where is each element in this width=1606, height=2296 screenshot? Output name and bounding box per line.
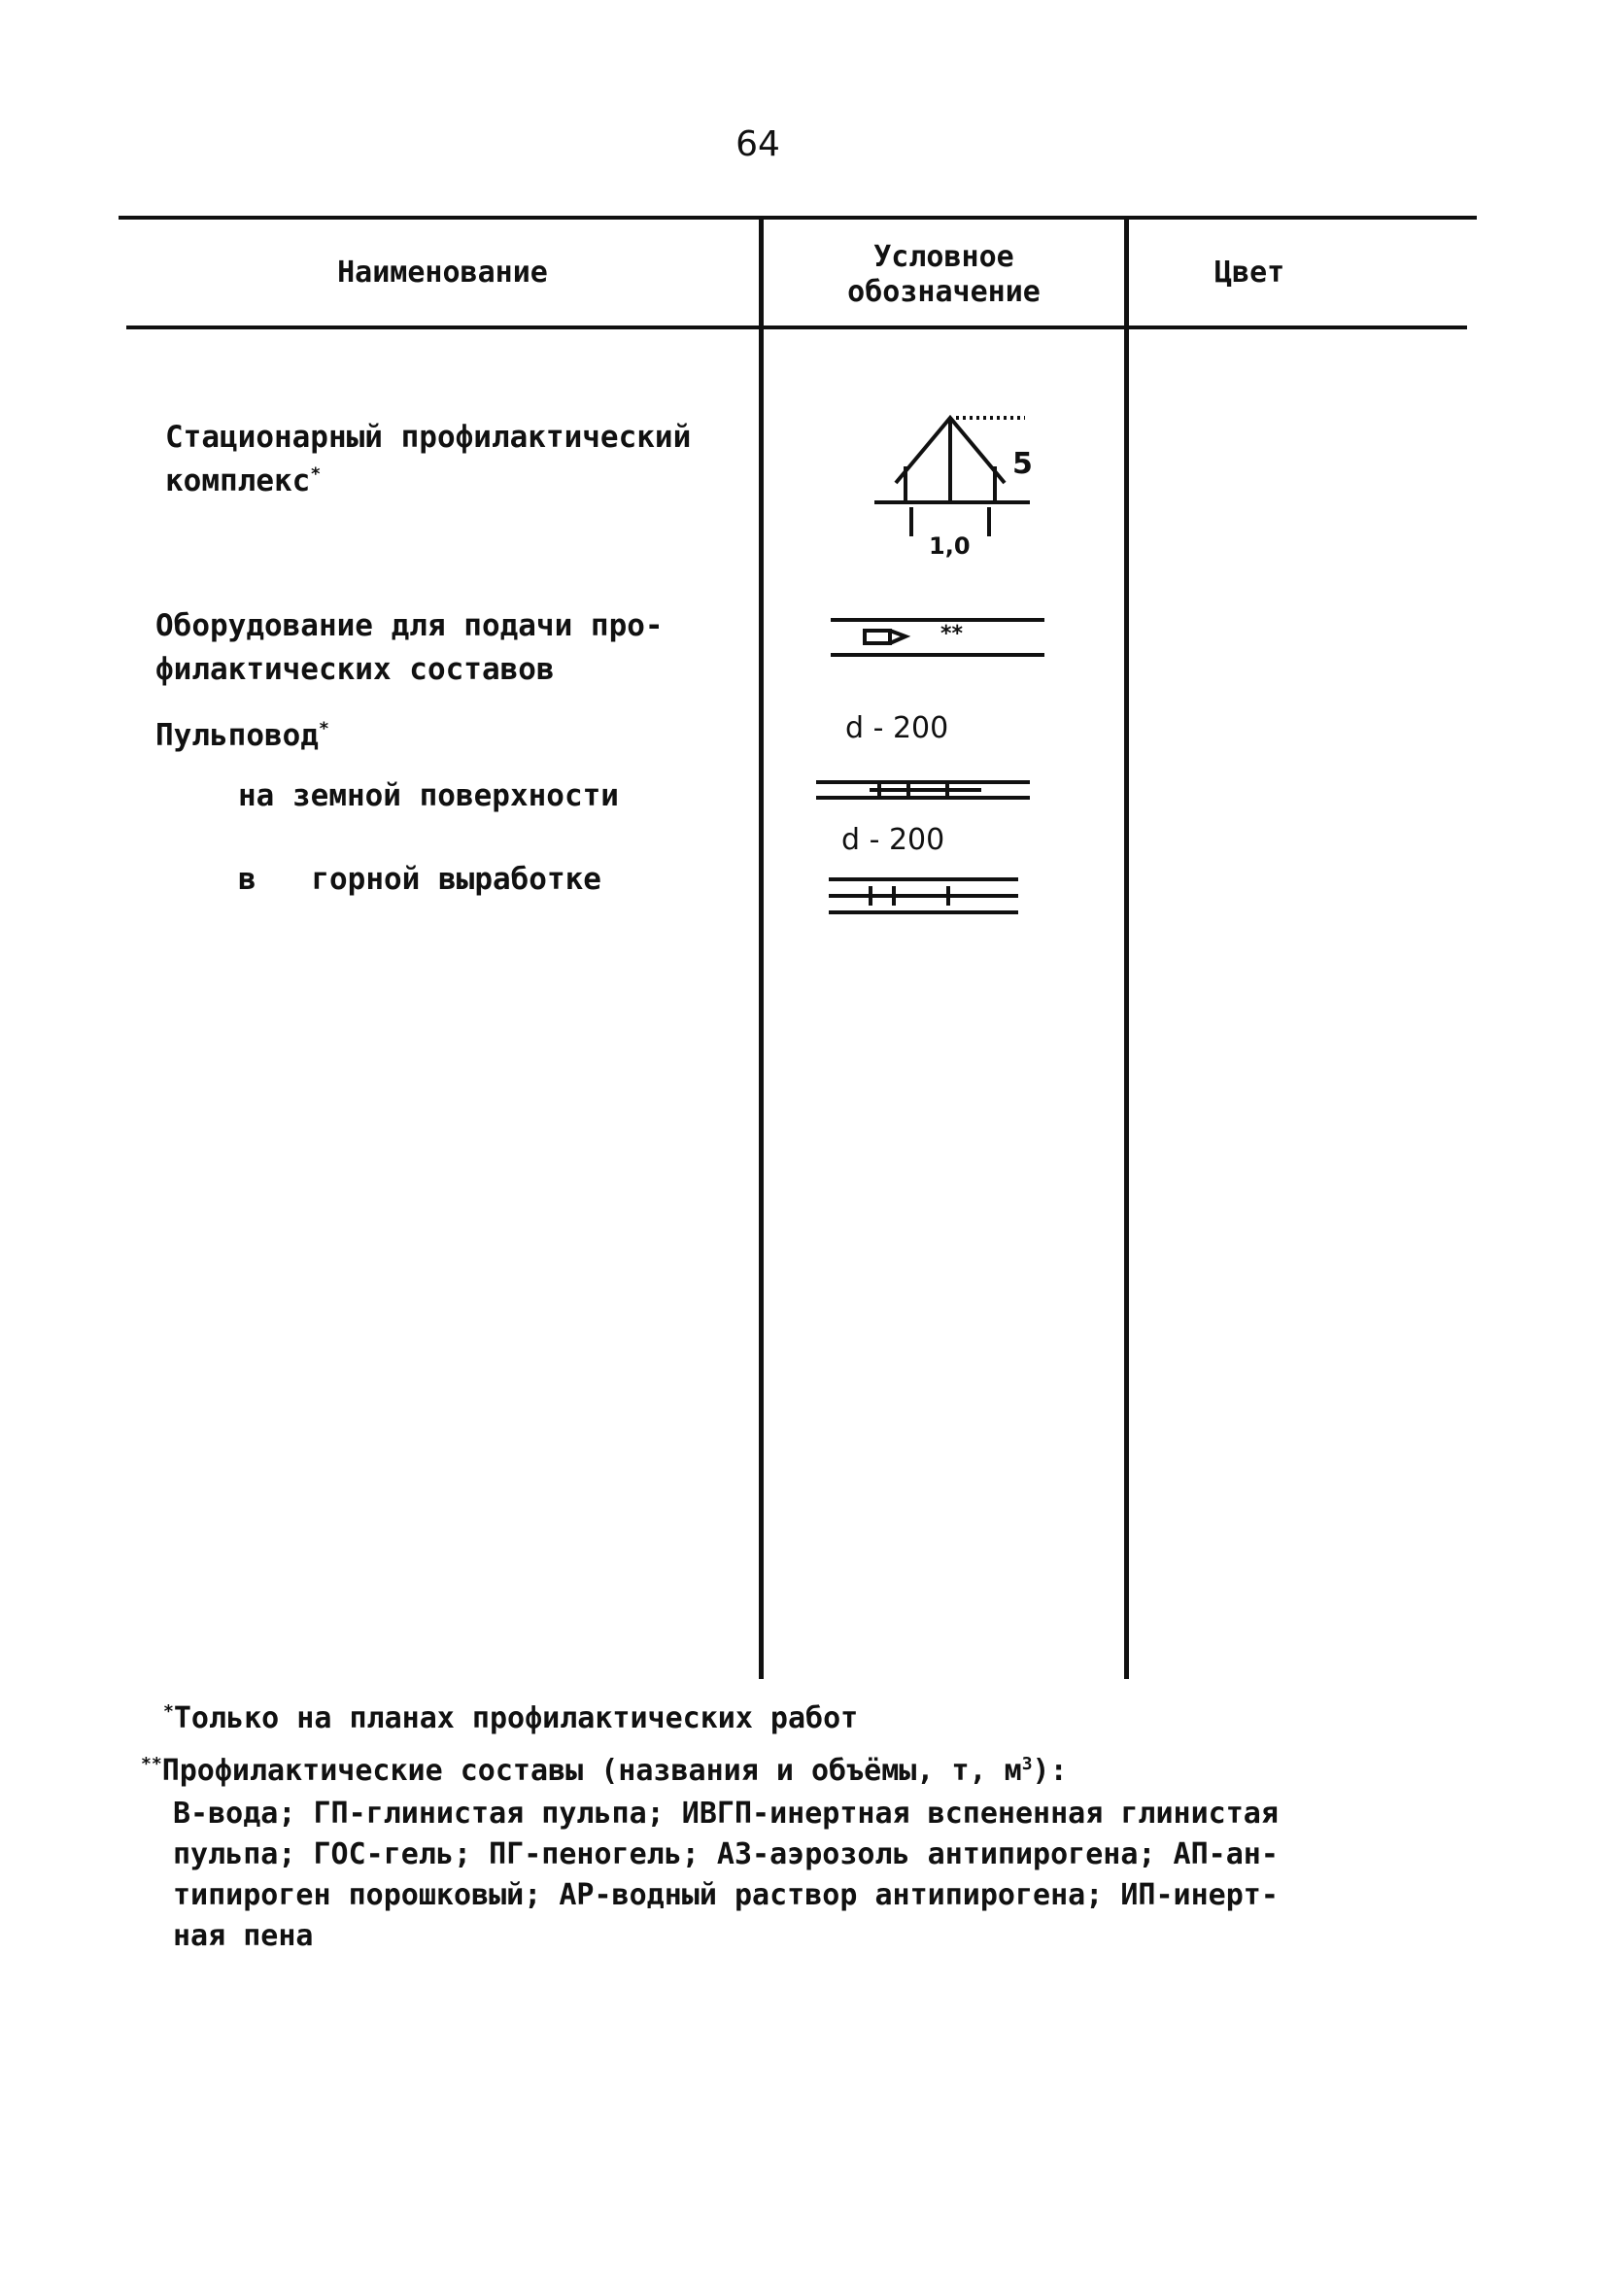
footnote-2-body bbox=[173, 1794, 1279, 1957]
row-complex-line2: комплекс bbox=[165, 463, 311, 498]
footnote-2-line: типироген порошковый; АР-водный раствор антипирогена; ИП-инерт- bbox=[173, 1878, 1279, 1912]
row-complex-footnote-mark: * bbox=[310, 463, 322, 485]
footnote-2-line: ная пена bbox=[173, 1919, 314, 1953]
table-header-rule bbox=[126, 326, 1467, 329]
footnote-1-mark: * bbox=[163, 1701, 174, 1722]
footnote-2-head-end: ): bbox=[1032, 1754, 1068, 1788]
page-number: 64 bbox=[735, 124, 780, 164]
footnote-2-head bbox=[141, 1751, 1068, 1792]
row-pipeline-title-wrap bbox=[155, 714, 329, 758]
mine-pipeline-symbol bbox=[824, 872, 1028, 920]
complex-dim-width: 1,0 bbox=[929, 532, 971, 560]
footnote-2-line: В-вода; ГП-глинистая пульпа; ИВГП-инертная вспененная глинистая bbox=[173, 1797, 1279, 1831]
surface-pipe-diameter: d - 200 bbox=[845, 711, 949, 745]
header-symbol-line1: Условное bbox=[873, 240, 1014, 274]
surface-pipeline-symbol bbox=[811, 771, 1035, 809]
table-top-rule bbox=[119, 216, 1477, 220]
footnote-2-head-text: Профилактические составы (названия и объёмы, т, м bbox=[161, 1754, 1022, 1788]
footnote-1-text: Только на планах профилактических работ bbox=[173, 1701, 859, 1735]
footnote-2-mark: ** bbox=[141, 1754, 162, 1774]
complex-dim-height: 5 bbox=[1012, 447, 1033, 481]
mine-pipe-diameter: d - 200 bbox=[841, 823, 945, 857]
column-divider-1 bbox=[759, 220, 764, 1679]
equipment-symbol-label: ** bbox=[940, 622, 964, 646]
footnote-2-line: пульпа; ГОС-гель; ПГ-пеногель; АЗ-аэрозоль антипирогена; АП-ан- bbox=[173, 1837, 1279, 1871]
footnote-2-head-sup: 3 bbox=[1021, 1754, 1033, 1774]
header-color: Цвет bbox=[1214, 256, 1285, 290]
header-symbol-line2: обозначение bbox=[847, 275, 1041, 309]
feed-equipment-symbol bbox=[826, 612, 1049, 661]
row-pipeline-title: Пульповод bbox=[155, 718, 319, 753]
header-name: Наименование bbox=[337, 256, 548, 290]
row-pipeline-footnote-mark: * bbox=[318, 718, 329, 739]
row-complex-line2-wrap bbox=[165, 460, 691, 503]
row-equipment-name bbox=[155, 604, 664, 692]
row-complex-line1: Стационарный профилактический bbox=[165, 420, 692, 455]
row-pipeline-surface: на земной поверхности bbox=[238, 778, 619, 813]
row-equipment-line1: Оборудование для подачи про- bbox=[155, 608, 664, 643]
row-pipeline-mine-prefix: в bbox=[238, 862, 256, 897]
row-pipeline-mine: горной выработке bbox=[311, 862, 601, 897]
row-pipeline-mine-wrap bbox=[238, 858, 601, 902]
row-equipment-line2: филактических составов bbox=[155, 652, 555, 687]
row-complex-name bbox=[165, 416, 691, 503]
column-divider-2 bbox=[1124, 220, 1129, 1679]
footnote-1 bbox=[163, 1698, 858, 1739]
